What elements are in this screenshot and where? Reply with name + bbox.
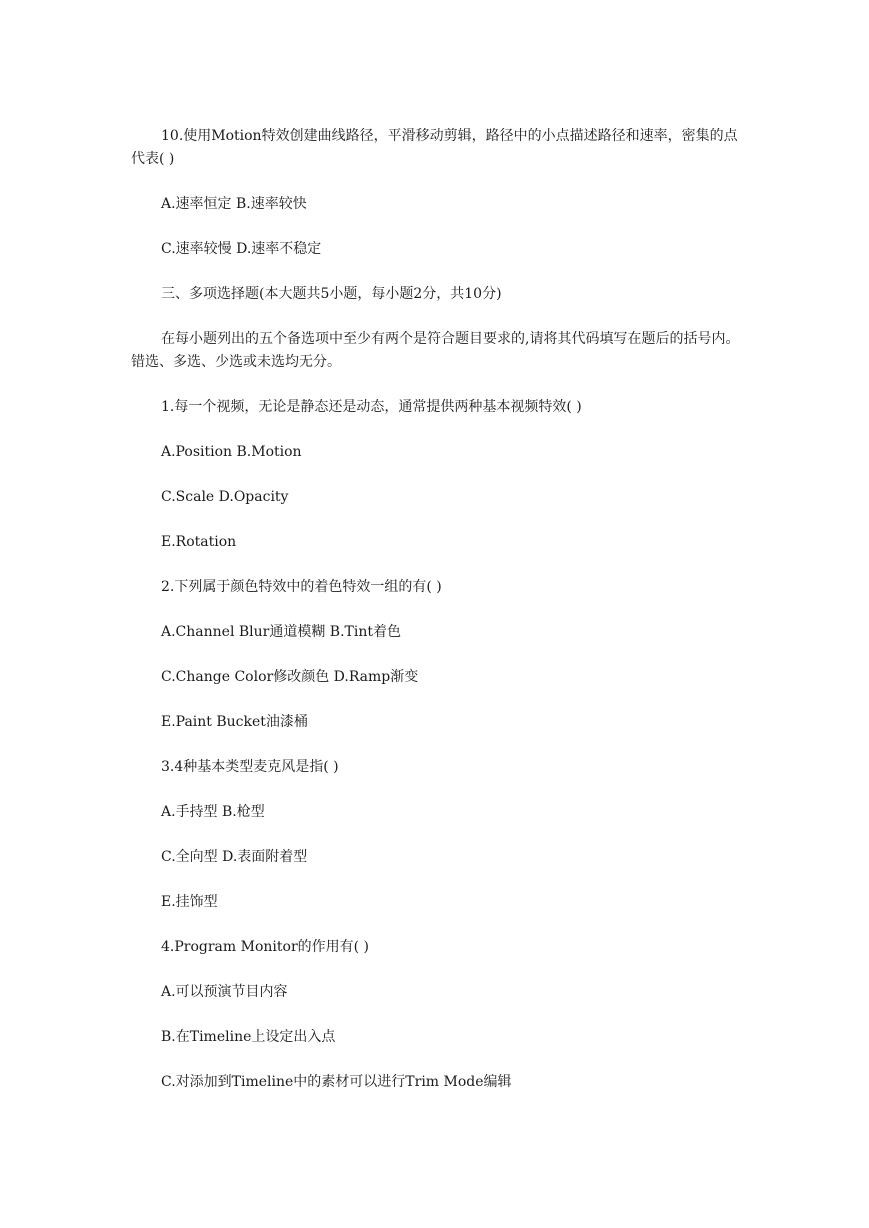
question-4-option-a: A.可以预演节目内容: [161, 984, 288, 1000]
question-2-stem: 2.下列属于颜色特效中的着色特效一组的有( ): [161, 579, 442, 595]
question-4-stem: 4.Program Monitor的作用有( ): [161, 939, 370, 955]
question-3-stem: 3.4种基本类型麦克风是指( ): [161, 759, 339, 775]
question-4-option-b: B.在Timeline上设定出入点: [161, 1029, 336, 1045]
question-2-option-e: E.Paint Bucket油漆桶: [161, 714, 308, 730]
question-1-options-ab: A.Position B.Motion: [161, 444, 302, 460]
section-instructions: 在每小题列出的五个备选项中至少有两个是符合题目要求的,请将其代码填写在题后的括号内。错选、多选、少选或未选均无分。: [131, 331, 740, 370]
question-3-options-cd: C.全向型 D.表面附着型: [161, 849, 308, 865]
section-heading-multiple-choice: 三、多项选择题(本大题共5小题，每小题2分，共10分): [161, 286, 502, 302]
question-2-options-cd: C.Change Color修改颜色 D.Ramp渐变: [161, 669, 419, 685]
question-4-option-c: C.对添加到Timeline中的素材可以进行Trim Mode编辑: [161, 1074, 512, 1090]
document-body: [131, 125, 741, 1094]
question-10-options-cd: C.速率较慢 D.速率不稳定: [161, 241, 322, 257]
question-10-options-ab: A.速率恒定 B.速率较快: [161, 196, 307, 212]
question-1-options-cd: C.Scale D.Opacity: [161, 489, 289, 505]
question-3-option-e: E.挂饰型: [161, 894, 218, 910]
question-10-stem: 10.使用Motion特效创建曲线路径，平滑移动剪辑，路径中的小点描述路径和速率，密集的点代表( ): [131, 128, 738, 167]
question-2-options-ab: A.Channel Blur通道模糊 B.Tint着色: [161, 624, 402, 640]
question-3-options-ab: A.手持型 B.枪型: [161, 804, 265, 820]
question-1-stem: 1.每一个视频，无论是静态还是动态，通常提供两种基本视频特效( ): [161, 399, 582, 415]
question-1-option-e: E.Rotation: [161, 534, 237, 550]
